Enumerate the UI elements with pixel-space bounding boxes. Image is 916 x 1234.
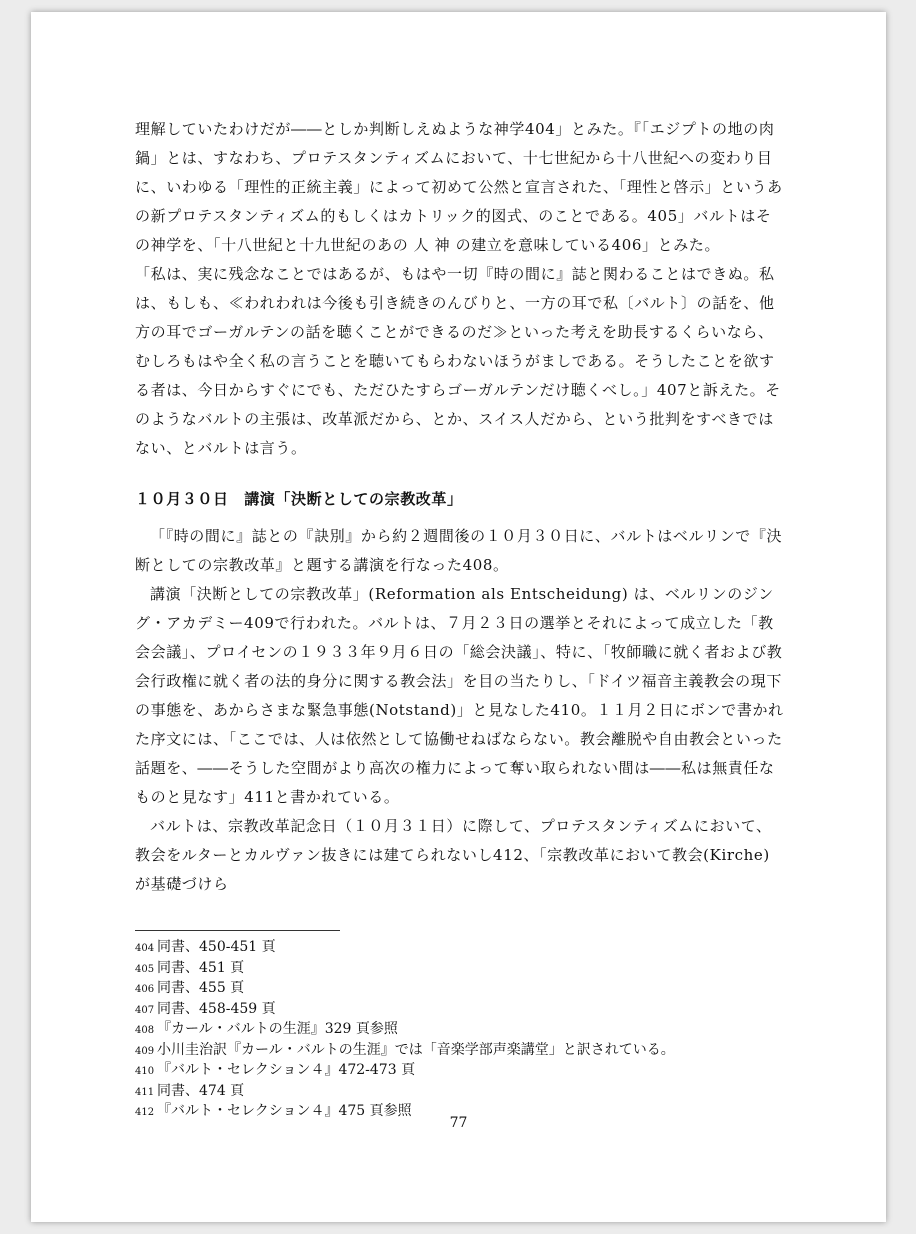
footnote-number: 406 [135,984,155,995]
footnote-text: 同書、451 頁 [157,959,245,976]
footnote-item [135,1020,785,1041]
footnote-text: 『バルト・セレクション４』472-473 頁 [157,1062,416,1078]
footnotes [135,938,785,1123]
footnote-number: 410 [135,1066,155,1077]
footnote-text: 同書、458-459 頁 [157,1000,276,1017]
footnote-number: 409 [135,1045,155,1057]
footnote-text: 小川圭治訳『カール・バルトの生涯』では「音楽学部声楽講堂」と訳されている。 [157,1041,675,1058]
footnote-divider [135,930,340,931]
footnote-text: 同書、474 頁 [157,1082,245,1099]
body-text [135,115,785,899]
footnote-number: 407 [135,1004,155,1016]
footnote-item [135,959,785,980]
document-page [31,12,886,1222]
footnote-number: 411 [135,1086,155,1098]
footnote-number: 405 [135,963,155,975]
footnote-text: 同書、450-451 頁 [157,939,276,955]
paragraph: バルトは、宗教改革記念日（１０月３１日）に際して、プロテスタンティズムにおいて、教会をルターとカルヴァン抜きには建てられないし412、「宗教改革において教会(Kirche)が基礎づけら [135,817,772,893]
page-number: 77 [449,1115,468,1131]
footnote-number: 412 [135,1107,155,1118]
paragraph: 「私は、実に残念なことではあるが、もはや一切『時の間に』誌と関わることはできぬ。私は、もしも、≪われわれは今後も引き続きのんびりと、一方の耳で私〔バルト〕の話を、他方の耳でゴーガルテンの話を聴くことができるのだ≫といった考えを助長するくらいなら、むしろもはや全く私の言うことを聴いてもらわないほうがましである。そうしたことを欲する者は、今日からすぐにでも、ただひたすらゴーガルテンだけ聴くべし。」407と訴えた。そのようなバルトの主張は、改革派だから、とか、スイス人だから、という批判をすべきではない、とバルトは言う。 [135,265,781,457]
paragraph: 理解していたわけだが――としか判断しえぬような神学404」とみた。『「エジプトの地の肉鍋」とは、すなわち、プロテスタンティズムにおいて、十七世紀から十八世紀への変わり目に、いわゆる「理性的正統主義」によって初めて公然と宣言された、「理性と啓示」というあの新プロテスタンティズム的もしくはカトリック的図式、のことである。405」バルトはその神学を、「十八世紀と十九世紀のあの 人 神 の建立を意味している406」とみた。 [135,120,783,254]
footnote-item [135,979,785,1000]
section-heading: １０月３０日 講演「決断としての宗教改革」 [135,490,463,508]
footnote-item [135,1000,785,1021]
footnote-text: 同書、455 頁 [157,980,245,996]
footnote-number: 404 [135,943,155,954]
footnote-item [135,1041,785,1062]
footnote-item [135,1082,785,1103]
footnote-item [135,1061,785,1082]
footnote-text: 『カール・バルトの生涯』329 頁参照 [157,1021,398,1037]
footnote-item [135,938,785,959]
footnote-text: 『バルト・セレクション４』475 頁参照 [157,1103,412,1119]
paragraph: 「『時の間に』誌との『訣別』から約２週間後の１０月３０日に、バルトはベルリンで『決断としての宗教改革』と題する講演を行なった408。 [135,527,783,574]
paragraph: 講演「決断としての宗教改革」(Reformation als Entscheidung) は、ベルリンのジング・アカデミー409で行われた。バルトは、７月２３日の選挙とそれによって成立した「教会会議」、プロイセンの１９３３年９月６日の「総会決議」、特に、「牧師職に就く者および教会行政権に就く者の法的身分に関する教会法」を目の当たりし、「ドイツ福音主義教会の現下の事態を、あからさまな緊急事態(Notstand)」と見なした410。１１月２日にボンで書かれた序文には、「ここでは、人は依然として協働せねばならない。教会離脱や自由教会といった話題を、――そうした空間がより高次の権力によって奪い取られない間は――私は無責任なものと見なす」411と書かれている。 [135,585,784,806]
footnote-number: 408 [135,1025,155,1036]
